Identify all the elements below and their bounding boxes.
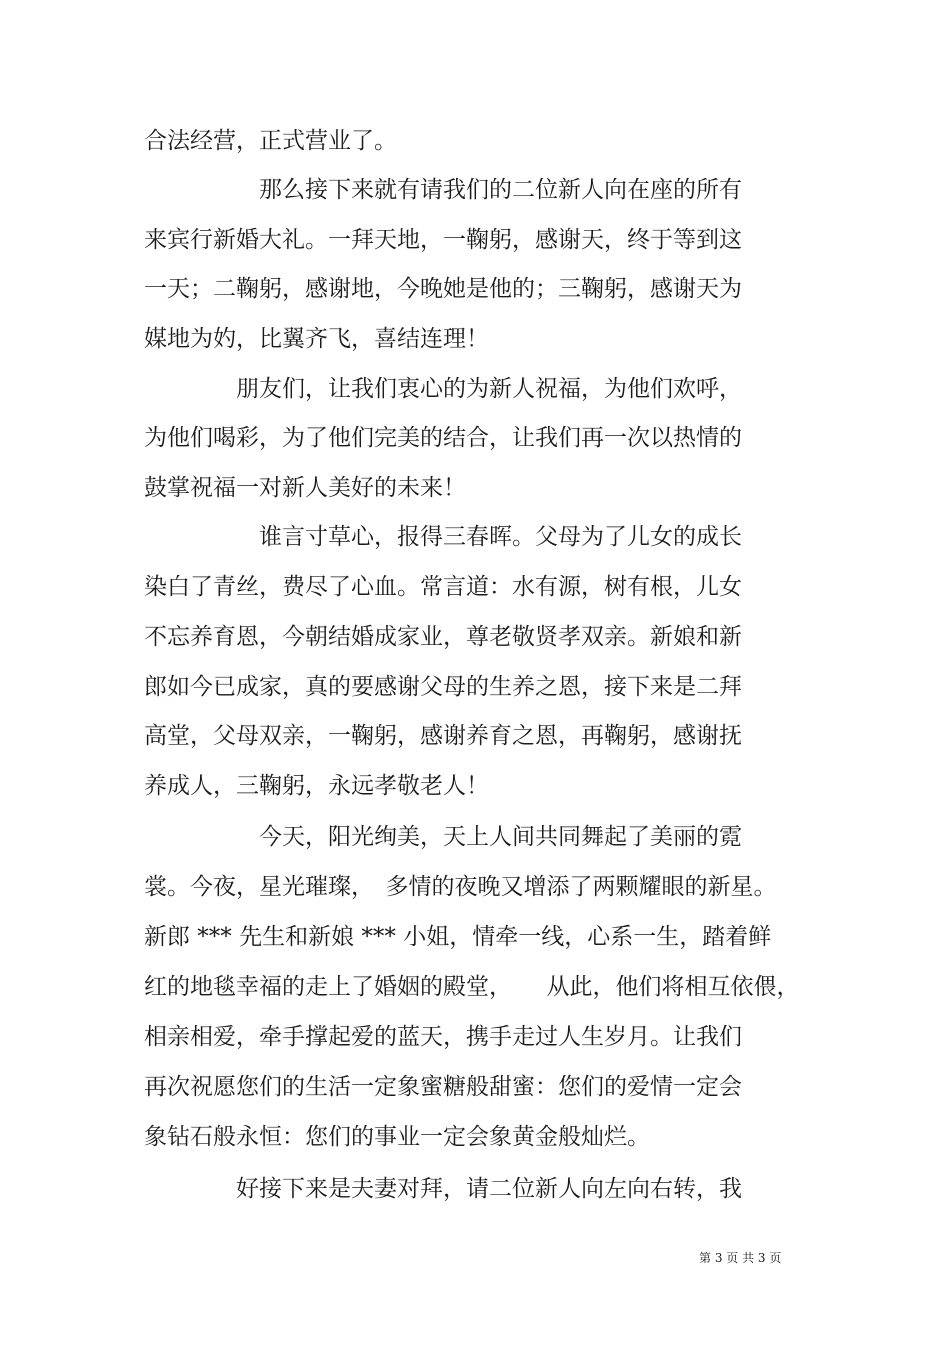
- text-line: 为他们喝彩，为了他们完美的结合，让我们再一次以热情的: [144, 425, 742, 451]
- text-line: 那么接下来就有请我们的二位新人向在座的所有: [144, 177, 742, 203]
- text-line: 高堂，父母双亲，一鞠躬，感谢养育之恩，再鞠躬，感谢抚: [144, 723, 742, 749]
- text-line: 朋友们，让我们衷心的为新人祝福，为他们欢呼，: [144, 376, 742, 402]
- text-line: 染白了青丝，费尽了心血。常言道：水有源，树有根，儿女: [144, 574, 742, 600]
- text-line: 郎如今已成家，真的要感谢父母的生养之恩，接下来是二拜: [144, 674, 742, 700]
- text-line: 媒地为妁，比翼齐飞，喜结连理！: [144, 326, 489, 352]
- text-line: 象钻石般永恒：您们的事业一定会象黄金般灿烂。: [144, 1124, 650, 1150]
- text-line: 一天；二鞠躬，感谢地，今晚她是他的；三鞠躬，感谢天为: [144, 276, 742, 302]
- text-line: 鼓掌祝福一对新人美好的未来！: [144, 475, 466, 501]
- text-line: 谁言寸草心，报得三春晖。父母为了儿女的成长: [144, 524, 742, 550]
- text-line: 不忘养育恩，今朝结婚成家业，尊老敬贤孝双亲。新娘和新: [144, 624, 742, 650]
- page-number-footer: 第 3 页 共 3 页: [699, 1251, 782, 1265]
- text-line: 今天，阳光绚美，天上人间共同舞起了美丽的霓: [144, 824, 742, 850]
- text-line: 来宾行新婚大礼。一拜天地，一鞠躬，感谢天，终于等到这: [144, 227, 742, 253]
- text-line: 红的地毯幸福的走上了婚姻的殿堂， 从此，他们将相互依偎，: [144, 974, 800, 1000]
- text-line: 养成人，三鞠躬，永远孝敬老人！: [144, 773, 489, 799]
- text-line: 裳。今夜，星光璀璨， 多情的夜晚又增添了两颗耀眼的新星。: [144, 874, 777, 900]
- text-line: 合法经营，正式营业了。: [144, 128, 397, 154]
- text-line: 好接下来是夫妻对拜，请二位新人向左向右转，我: [144, 1176, 742, 1202]
- text-line: 新郎 *** 先生和新娘 *** 小姐，情牵一线，心系一生，踏着鲜: [144, 924, 772, 950]
- text-line: 再次祝愿您们的生活一定象蜜糖般甜蜜：您们的爱情一定会: [144, 1074, 742, 1100]
- text-line: 相亲相爱，牵手撑起爱的蓝天，携手走过人生岁月。让我们: [144, 1024, 742, 1050]
